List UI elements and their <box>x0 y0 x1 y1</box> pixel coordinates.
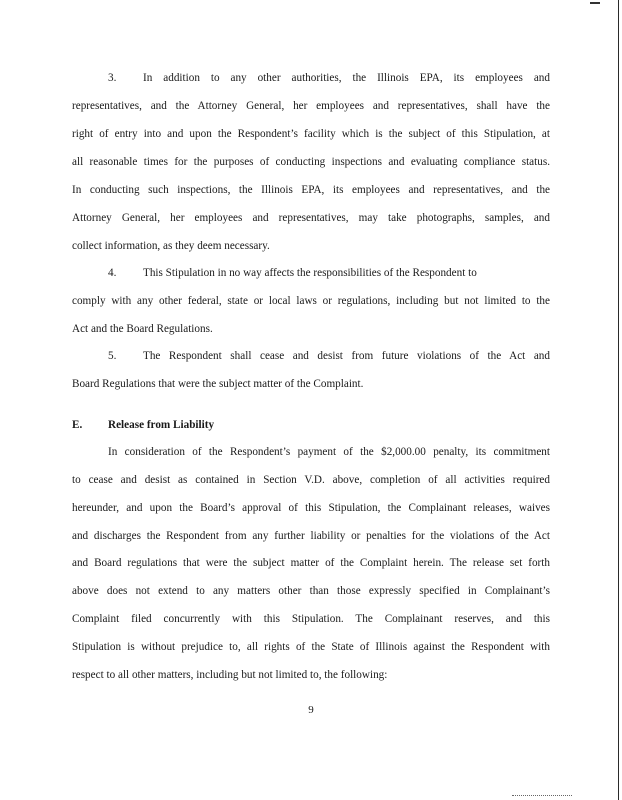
paragraph-line: In addition to any other authorities, the Illinois EPA, its employees and <box>143 72 550 84</box>
section-letter: E. <box>72 419 83 431</box>
paragraph-number: 4. <box>108 267 117 279</box>
paragraph-line: In consideration of the Respondent’s payment of the $2,000.00 penalty, its commitment <box>108 446 550 458</box>
paragraph-line: above does not extend to any matters other than those expressly specified in Complainant’s <box>72 585 550 597</box>
paragraph-number: 5. <box>108 350 117 362</box>
paragraph-line: hereunder, and upon the Board’s approval of this Stipulation, the Complainant releases, waives <box>72 502 550 514</box>
paragraph-line: Act and the Board Regulations. <box>72 323 213 335</box>
scan-edge <box>618 0 619 800</box>
paragraph-line: Board Regulations that were the subject matter of the Complaint. <box>72 378 364 390</box>
section-title: Release from Liability <box>108 419 215 431</box>
paragraph-line: Complaint filed concurrently with this Stipulation. The Complainant reserves, and this <box>72 613 550 625</box>
paragraph-line: comply with any other federal, state or local laws or regulations, including but not limited to the <box>72 295 550 307</box>
page-number: 9 <box>308 704 314 716</box>
paragraph-line: representatives, and the Attorney General, her employees and representatives, shall have the <box>72 100 550 112</box>
paragraph-line: and Board regulations that were the subject matter of the Complaint herein. The release set forth <box>72 557 550 569</box>
paragraph-line: respect to all other matters, including but not limited to, the following: <box>72 669 388 681</box>
paragraph-number: 3. <box>108 72 117 84</box>
scan-mark <box>590 2 600 4</box>
paragraph-line: This Stipulation in no way affects the responsibilities of the Respondent to <box>143 267 477 279</box>
paragraph-line: and discharges the Respondent from any further liability or penalties for the violations of the Act <box>72 530 550 542</box>
paragraph-line: Attorney General, her employees and representatives, may take photographs, samples, and <box>72 212 550 224</box>
paragraph-line: collect information, as they deem necessary. <box>72 240 270 252</box>
paragraph-line: In conducting such inspections, the Illinois EPA, its employees and representatives, and the <box>72 184 550 196</box>
paragraph-line: all reasonable times for the purposes of conducting inspections and evaluating compliance status. <box>72 156 550 168</box>
paragraph-line: right of entry into and upon the Respondent’s facility which is the subject of this Stipulation, at <box>72 128 550 140</box>
paragraph-line: Stipulation is without prejudice to, all rights of the State of Illinois against the Respondent with <box>72 641 550 653</box>
scan-mark <box>512 794 572 796</box>
paragraph-line: The Respondent shall cease and desist from future violations of the Act and <box>143 350 550 362</box>
paragraph-line: to cease and desist as contained in Section V.D. above, completion of all activities required <box>72 474 550 486</box>
